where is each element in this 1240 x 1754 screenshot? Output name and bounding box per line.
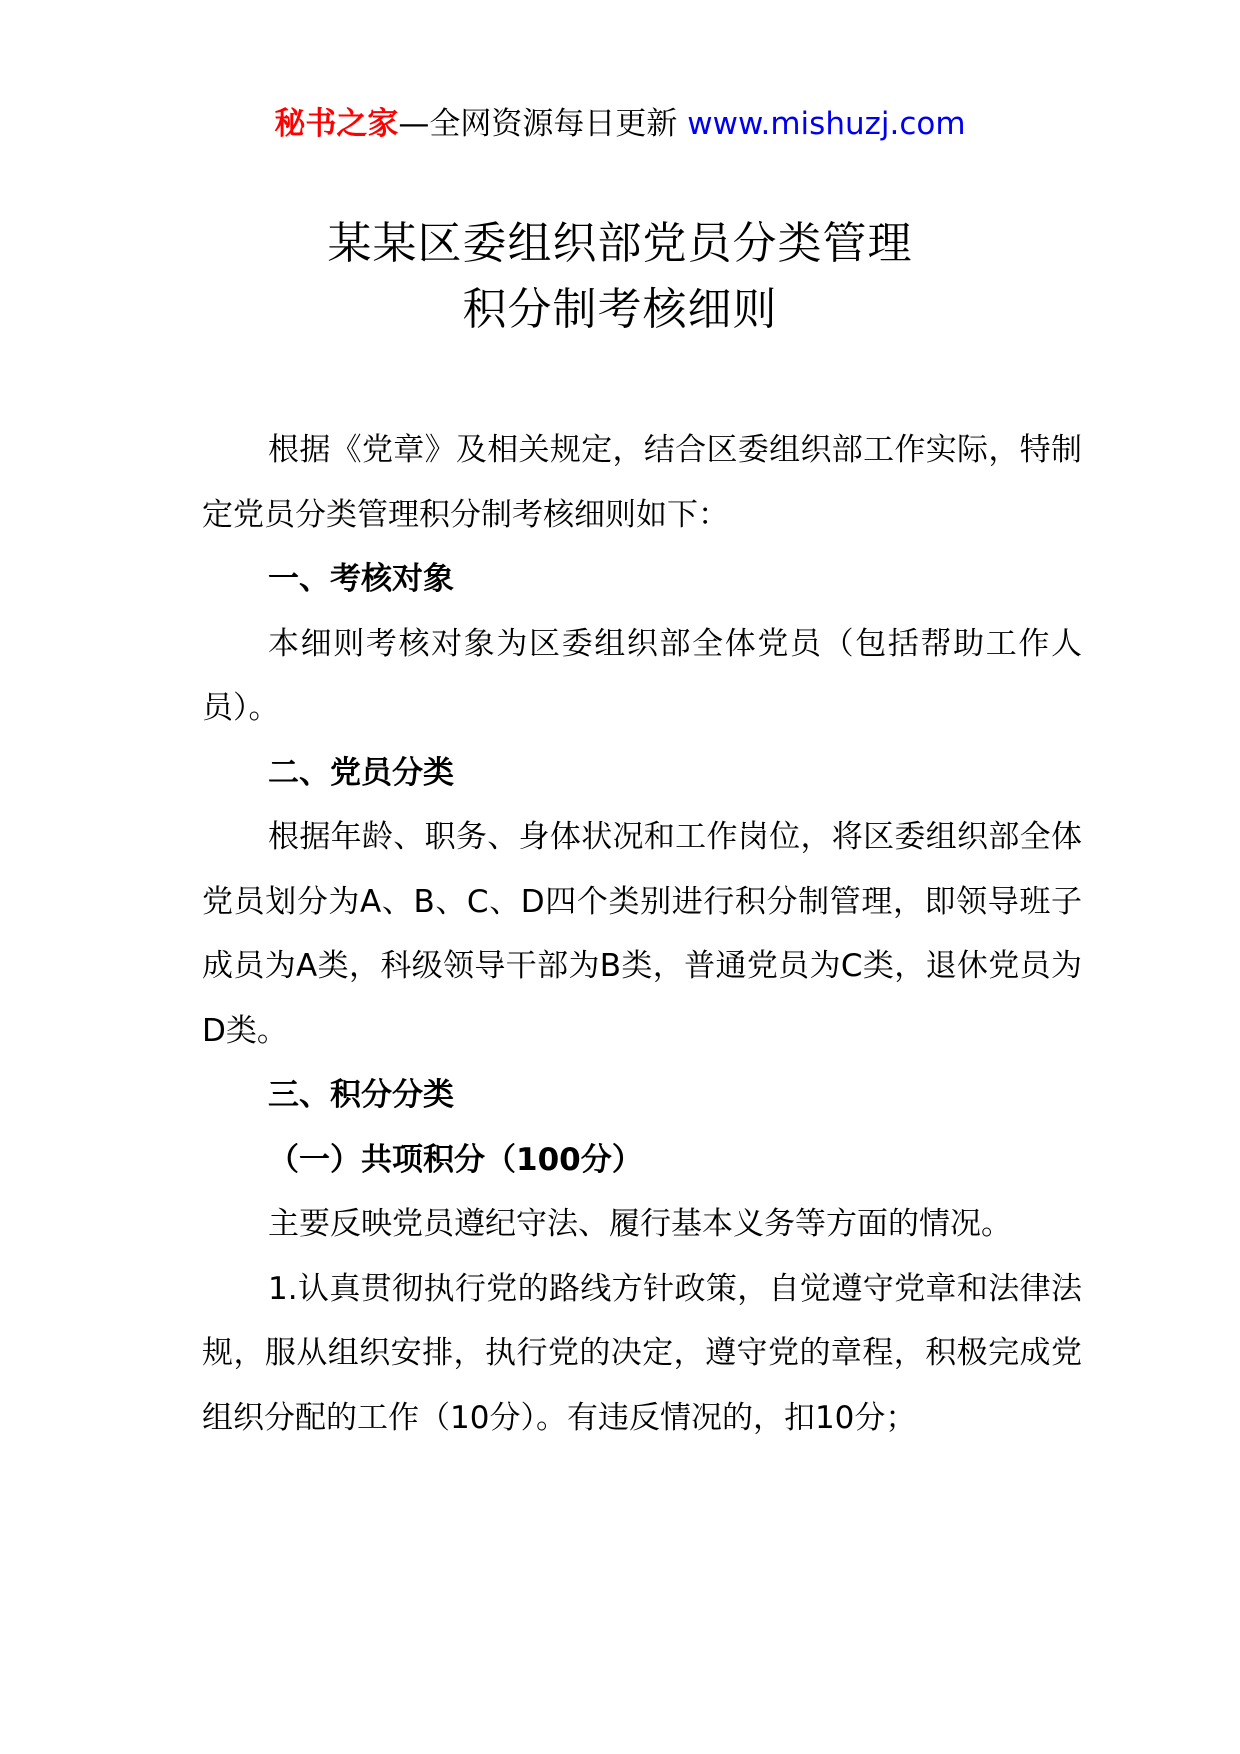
document-title-line-1: 某某区委组织部党员分类管理 [327, 218, 913, 269]
section-3-heading: 三、积分分类 [268, 1077, 454, 1113]
subsection-1-intro: 主要反映党员遵纪守法、履行基本义务等方面的情况。 [268, 1206, 1012, 1242]
document-body [202, 418, 1082, 1450]
section-2-heading: 二、党员分类 [268, 754, 454, 791]
brand-name: 秘书之家 [274, 106, 399, 142]
item-1-paragraph: 1.认真贯彻执行党的路线方针政策，自觉遵守党章和法律法规，服从组织安排，执行党的决定，遵守党的章程，积极完成党组织分配的工作（10分）。有违反情况的，扣10分； [202, 1270, 1082, 1436]
section-2-paragraph: 根据年龄、职务、身体状况和工作岗位，将区委组织部全体党员划分为A、B、C、D四个类别进行积分制管理，即领导班子成员为A类，科级领导干部为B类，普通党员为C类，退休党员为D类。 [202, 819, 1082, 1049]
document-title-line-2: 积分制考核细则 [462, 284, 778, 335]
section-1-heading: 一、考核对象 [268, 561, 454, 597]
intro-paragraph: 根据《党章》及相关规定，结合区委组织部工作实际，特制定党员分类管理积分制考核细则如下： [202, 432, 1082, 533]
subsection-1-heading: （一）共项积分（100分） [268, 1141, 643, 1178]
header-slogan: —全网资源每日更新 [398, 106, 678, 142]
section-1-paragraph: 本细则考核对象为区委组织部全体党员（包括帮助工作人员）。 [202, 625, 1082, 726]
site-url-link[interactable]: www.mishuzj.com [687, 106, 966, 142]
site-header [0, 102, 1240, 146]
